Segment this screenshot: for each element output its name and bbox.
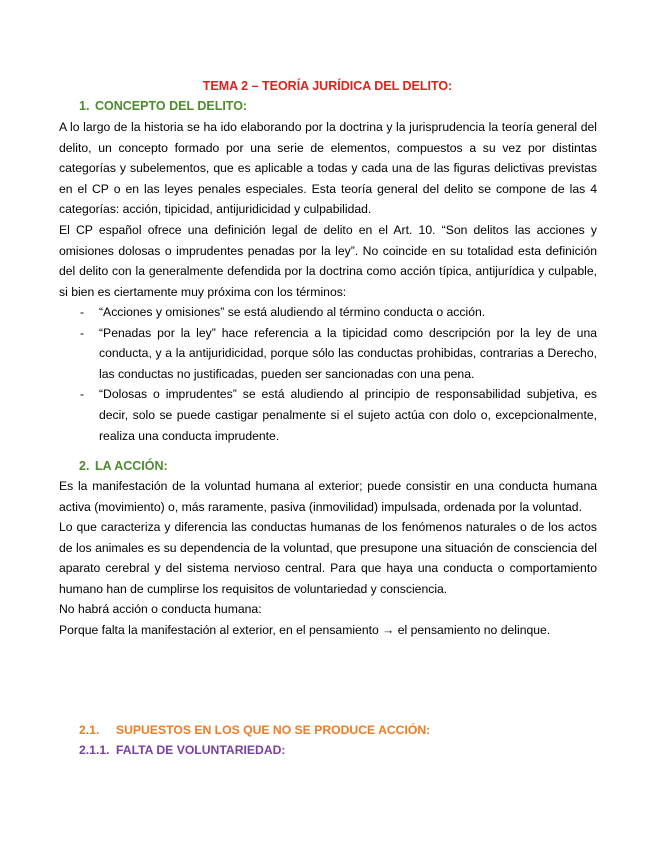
bullet-text: “Acciones y omisiones” se está aludiendo al término conducta o acción.	[99, 305, 486, 319]
bullet-item	[59, 323, 597, 385]
section-2-1-1-title: FALTA DE VOLUNTARIEDAD:	[116, 743, 286, 757]
section-2-paragraph-2: Lo que caracteriza y diferencia las conductas humanas de los fenómenos naturales o de los actos de los animales es su dependencia de la voluntad, que presupone una situación de consciencia del aparato cerebral y del sistema nervioso central. Para que haya una conducta o comportamiento humano han de cumplirse los requisitos de voluntariedad y consciencia.	[59, 520, 597, 596]
bullet-item	[59, 384, 597, 446]
section-2-paragraph-3: No habrá acción o conducta humana:	[59, 602, 262, 616]
section-1-paragraph-1: A lo largo de la historia se ha ido elaborando por la doctrina y la jurisprudencia la teoría general del delito, un concepto formado por una serie de elementos, compuestos a su vez por distintas categorías y subelementos, que es aplicable a todas y cada una de las figuras delictivas previstas en el CP o en las leyes penales especiales. Esta teoría general del delito se compone de las 4 categorías: acción, tipicidad, antijuridicidad y culpabilidad.	[59, 120, 597, 217]
bullet-text: “Dolosas o imprudentes” se está aludiendo al principio de responsabilidad subjetiva, es decir, solo se puede castigar penalmente si el sujeto actúa con dolo o, excepcionalmente, realiza una conducta imprudente.	[99, 387, 597, 443]
bullet-marker: -	[80, 325, 85, 340]
section-1-number: 1.	[79, 99, 90, 113]
section-1-bullet-list	[59, 302, 597, 446]
section-1-paragraph-2: El CP español ofrece una definición legal de delito en el Art. 10. “Son delitos las acciones y omisiones dolosas o imprudentes penadas por la ley”. No coincide en su totalidad esta definición del delito con la generalmente defendida por la doctrina como acción típica, antijurídica y culpable, si bien es ciertamente muy próxima con los términos:	[59, 223, 597, 299]
section-2-paragraph-4: Porque falta la manifestación al exterior, en el pensamiento → el pensamiento no delinque.	[59, 623, 551, 637]
bullet-text: “Penadas por la ley” hace referencia a la tipicidad como descripción por la ley de una conducta, y a la antijuridicidad, porque sólo las conductas prohibidas, contrarias a Derecho, las conductas no justificadas, pueden ser sancionadas con una pena.	[99, 325, 597, 381]
section-2-1-1-heading	[79, 742, 285, 758]
section-1-heading	[79, 98, 247, 114]
bullet-item	[59, 302, 597, 323]
section-1-title: CONCEPTO DEL DELITO:	[95, 99, 248, 113]
document-title: TEMA 2 – TEORÍA JURÍDICA DEL DELITO:	[202, 79, 453, 93]
section-2-paragraph-1: Es la manifestación de la voluntad humana al exterior; puede consistir en una conducta humana activa (movimiento) o, más raramente, pasiva (inmovilidad) impulsada, ordenada por la voluntad.	[59, 479, 597, 514]
bullet-marker: -	[80, 387, 85, 402]
section-2-1-1-number: 2.1.1.	[79, 743, 110, 757]
section-2-title: LA ACCIÓN:	[95, 459, 168, 473]
bullet-marker: -	[80, 305, 85, 319]
section-2-number: 2.	[79, 459, 90, 473]
section-2-heading	[79, 458, 168, 474]
section-2-1-heading	[79, 722, 430, 738]
section-2-1-title: SUPUESTOS EN LOS QUE NO SE PRODUCE ACCIÓN:	[116, 723, 431, 737]
section-2-1-number: 2.1.	[79, 723, 100, 737]
